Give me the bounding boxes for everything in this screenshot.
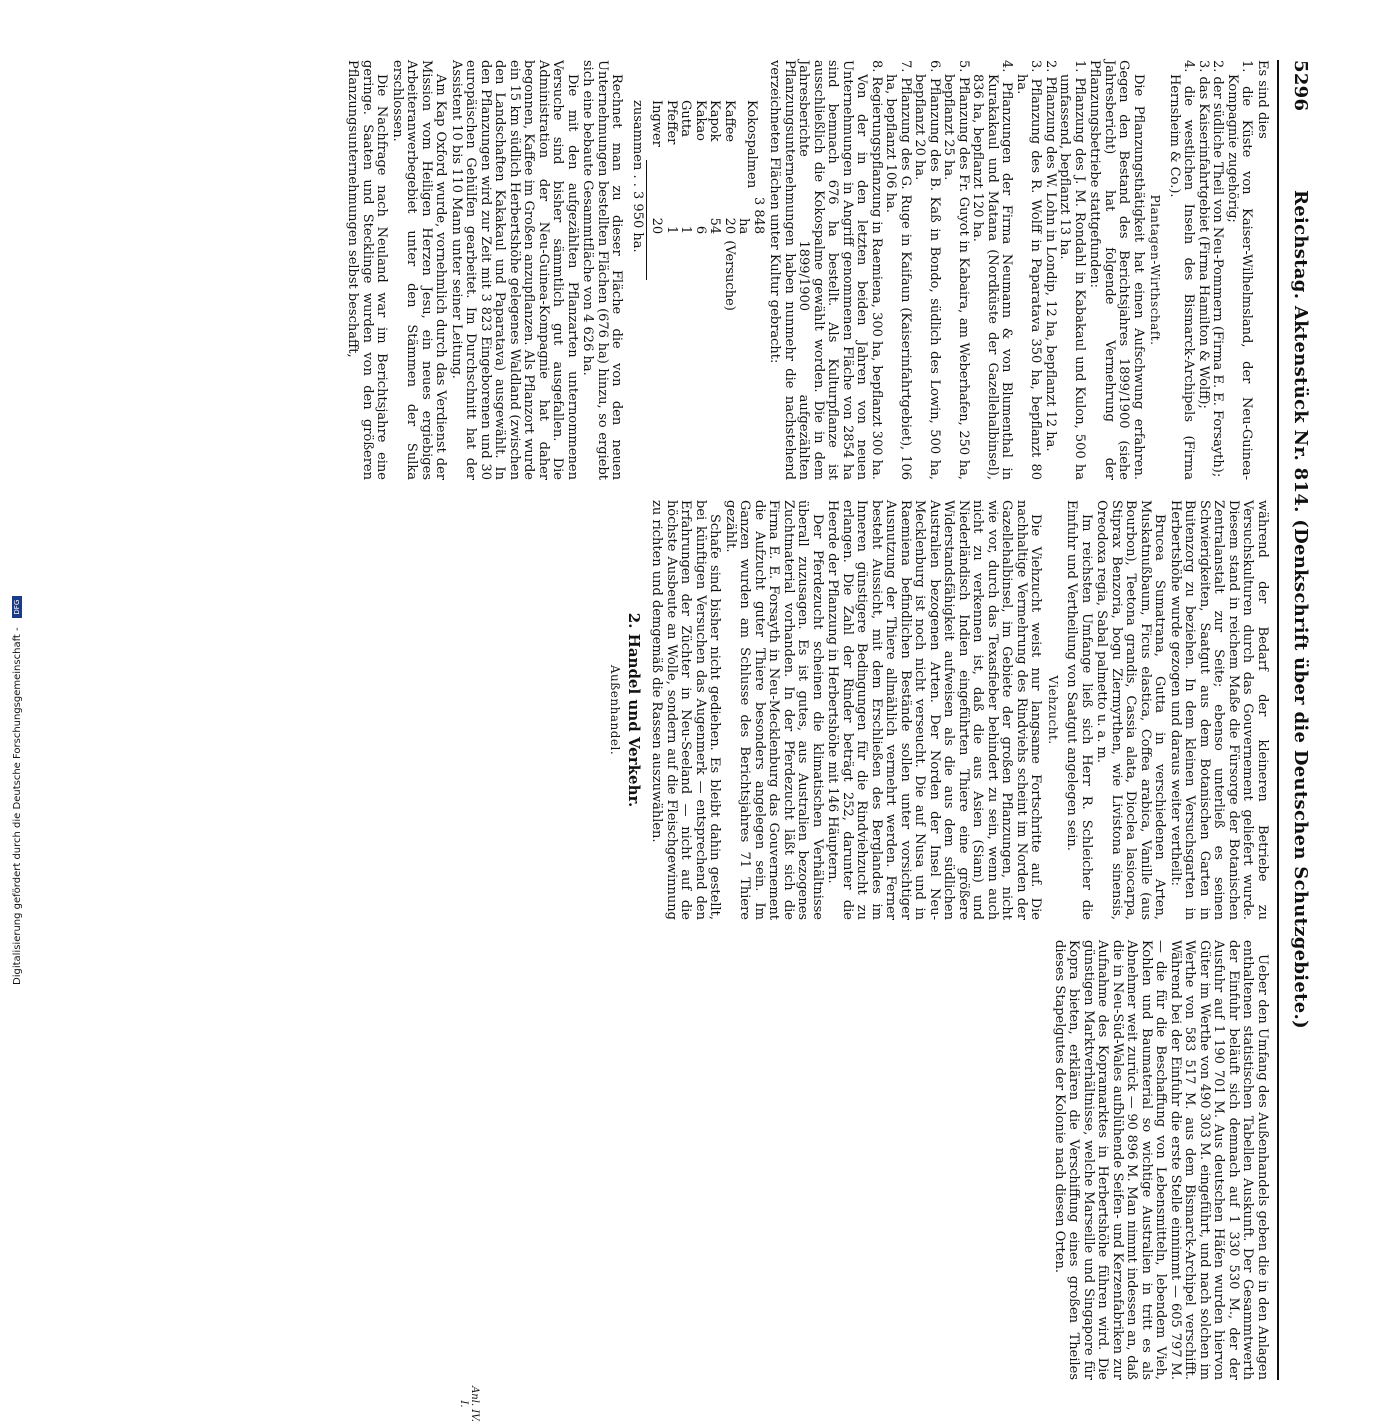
list-item: 2. Pflanzung des W. Lohn in Londip, 12 ha, bepflanzt 12 ha. <box>1043 60 1058 452</box>
crop-sum: zusammen . . 3 950 ha. <box>630 100 645 253</box>
paragraph: Die mit den aufgezählten Pflanzarten unternommenen Versuche sind bisher sämmtlich gut ausgefallen. Die Administration der Neu-Guinea-Kompagnie hat daher begonnen, Kaffee im Großen anzupflanzen. Als Pflanzort wurde ein 15 km südlich Herbertshöhe gelegenes Waldland (zwischen den Landschaften Kakakaul und Paparatava) ausgewählt. In den Pflanzungen wird zur Zeit mit 3 823 Eingeborenen und 30 europäischen Gehülfen gearbeitet. Im Durchschnitt hat der Assistent 10 bis 110 Mann unter seiner Leitung. <box>449 60 580 480</box>
crop-note <box>678 240 693 317</box>
crop-note: (Versuche) <box>722 240 737 311</box>
dfg-logo: DFG <box>12 596 22 618</box>
crop-note <box>707 240 722 317</box>
paragraph: Rechnet man zu dieser Fläche die von den neuen Unternehmungen bestellten Flächen (676 ha) hinzu, so ergiebt sich eine bebaute Gesammtfläche von 4 626 ha. <box>580 60 625 480</box>
crop-note <box>649 240 664 317</box>
list-item: 1. Pflanzung des J. M. Rondahl in Kabakaul und Kulon, 500 ha umfassend, bepflanzt 13 ha. <box>1057 60 1087 480</box>
list-item: 2. der südliche Theil von Neu-Pommern (Firma E. E. Forsayth); <box>1210 60 1226 478</box>
list-item: 4. Pflanzungen der Firma Neumann & von Blumenthal in Kurakakaul und Matana (Nordküste der Gazellehalbinsel), 836 ha, bepflanzt 120 ha. <box>970 60 1015 480</box>
table-row <box>649 100 664 317</box>
list-item: 3. Pflanzung des R. Wolff in Paparatava 350 ha, bepflanzt 80 ha. <box>1014 60 1044 480</box>
header-rule <box>1277 60 1279 1380</box>
crop-value: 1 <box>664 225 679 235</box>
column-1 <box>344 60 1269 480</box>
rotated-page <box>0 60 1315 1422</box>
table-row <box>736 100 765 317</box>
margin-note: Anl. IV. I. <box>458 1386 480 1422</box>
list-item: 8. Regierungspflanzung in Raemiena, 300 ha, bepflanzt 300 ha. <box>869 60 884 480</box>
crop-note <box>693 240 708 317</box>
plantation-list <box>869 60 1087 480</box>
crop-name: Pfeffer <box>664 100 679 145</box>
paragraph: Im reichsten Umfange ließ sich Herr R. Schleicher die Einfuhr und Vertheilung von Saatgut angelegen sein. <box>1064 500 1094 920</box>
section-heading: Plantagen-Wirthschaft. <box>1148 194 1163 346</box>
page-title: Reichstag. Aktenstück Nr. 814. (Denkschrift über die Deutschen Schutzgebiete.) <box>1290 190 1311 1029</box>
intro-text: Es sind dies <box>1255 60 1270 139</box>
crop-value: 3 848 ha <box>736 196 766 235</box>
table-row <box>664 100 679 317</box>
column-3 <box>1051 940 1270 1380</box>
crop-table <box>649 100 765 317</box>
sum-rule <box>646 160 647 280</box>
paragraph: Der Pferdezucht scheinen die klimatischen Verhältnisse überall zuzusagen. Es ist gutes, aus Australien bezogenes Zuchtmaterial vorhanden. In der Pferdezucht läßt sich die Firma E. E. Forsayth in Neu-Mecklenburg das Gouvernement die Aufzucht guter Thiere besonders angelegen sein. Im Ganzen wurden am Schlusse des Berichtsjahres 71 Thiere gezählt. <box>723 500 825 920</box>
paragraph: Die Nachfrage nach Neuland war im Berichtsjahre eine geringe. Saaten und Stecklinge wurden von den größeren Pflanzungsunternehmungen selbst beschafft, <box>345 60 390 480</box>
list-item: 4. die westlichen Inseln des Bismarck-Archipels (Firma Hernsheim & Co.). <box>1167 60 1197 480</box>
paragraph: Die Viehzucht weist nur langsame Fortschritte auf. Die nachhaltige Vermehrung des Rindviehs scheint im Norden der Gazellehalbinsel, im Gebiete der großen Pflanzungen, nicht wie vor, durch das Texasfieber behindert zu sein, wenn auch nicht zu verkennen ist, daß die aus Asien (Siam) und Niederländisch Indien eingeführten Thiere eine größere Widerstandsfähigkeit aufweisen als die aus dem südlichen Australien bezogenen Arten. Der Norden der Insel Neu-Mecklenburg ist noch nicht verseucht. Die auf Nusa und in Raemiena befindlichen Bestände sollen unter vorsichtiger Ausnutzung der Thiere allmählich vermehrt werden. Ferner besteht Aussicht, mit dem Erschließen des Berglandes im Inneren günstigere Bedingungen für die Rindviehzucht zu erlangen. Die Zahl der Rinder beträgt 252, darunter die Heerde der Pflanzung in Herbertshöhe mit 146 Häuptern. <box>825 500 1044 920</box>
digitization-footer <box>12 25 24 985</box>
list-item: 6. Pflanzung des B. Kaß in Bondo, südlich des Lowin, 500 ha, bepflanzt 20 ha. <box>912 60 942 480</box>
table-row <box>722 100 737 317</box>
crop-name: Gutta <box>678 100 694 137</box>
crop-value: 20 <box>649 217 665 235</box>
crop-name: Kapok <box>707 100 723 142</box>
crop-name: Ingwer <box>649 100 665 147</box>
footer-text: Digitalisierung gefördert durch die Deutsche Forschungsgemeinschaft - <box>12 627 23 985</box>
section-heading: 2. Handel und Verkehr. <box>625 612 643 808</box>
page-header <box>1283 60 1311 1380</box>
crop-value: 54 <box>707 217 723 235</box>
crop-name: Kakao <box>693 100 708 141</box>
paragraph: Schafe sind bisher nicht gediehen. Es bleibt dahin gestellt, bei künftigen Versuchen das Augenmerk — entsprechend den Erfahrungen der Züchter in Neu-Seeland — nicht auf die höchste Ausbeute an Wolle, sondern auf die Fleischgewinnung zu richten und demgemäß die Rassen auszuwählen. <box>649 500 723 920</box>
paragraph: Ueber den Umfang des Außenhandels geben die in den Anlagen enthaltenen statistischen Tabellen Auskunft. Der Gesammtwerth der Einfuhr beläuft sich demnach auf 1 330 530 M., der der Ausfuhr auf 1 190 701 M. Aus deutschen Häfen wurden hiervon Güter im Werthe von 490 303 M. eingeführt, und nach solchen im Werthe von 583 517 M. aus dem Bismarck-Archipel verschifft. Während bei der Einfuhr die erste Stelle einnimmt — 605 797 M. — die für die Beschaffung von Lebensmitteln, lebendem Vieh, Kohlen und Baumaterial so wichtige Australien in tritt es als Abnehmer weit zurück — 90 896 M. Man nimmt indessen an, daß die in Neu-Süd-Wales aufblühende Seifen- und Kerzenfabriken zur Aufnahme des Kopramarktes in Herbertshöhe führen wird. Die günstigen Marktverhältnisse, welche Marseille und Singapore für Kopra bieten, erklären die Verschiffung eines großen Theiles dieses Stapelgutes der Kolonie nach diesen Orten. <box>1052 940 1270 1380</box>
region-list <box>1167 60 1254 480</box>
paragraph: Die Pflanzungsthätigkeit hat einen Aufschwung erfahren. Gegen den Bestand des Berichtsjahres 1899/1900 (siehe Jahresbericht) hat folgende Vermehrung der Pflanzungsbetriebe stattgefunden: <box>1087 60 1146 480</box>
crop-name: Kokospalmen <box>743 100 759 189</box>
crop-value: 1 <box>678 225 694 235</box>
crop-value: 6 <box>693 225 708 235</box>
paragraph: während der Bedarf der kleineren Betriebe zu Versuchskulturen durch das Gouvernement geliefert wurde. Diesem stand in reichem Maße die Fürsorge der Botanischen Zentralanstalt zur Seite; ebenso unterließ es seinen Schwierigkeiten, Saatgut aus dem Botanischen Garten in Buitenzorg zu beziehen. In dem kleinen Versuchsgarten in Herbertshöhe wurde gezogen und daraus weiter vertheilt: <box>1168 500 1270 920</box>
paragraph: Von der in den letzten beiden Jahren von neuen Unternehmungen in Angriff genommenen Fläche von 2854 ha sind bemnach 676 ha bestellt. Als Kulturpflanze ist ausschließlich die Kokospalme gewählt worden. Die in dem Jahresberichte 1899/1900 aufgezählten Pflanzungsunternehmungen haben nunmehr die nachstehend verzeichneten Flächen unter Kultur gebracht: <box>767 60 870 480</box>
paragraph: Am Kap Oxford wurde, vornehmlich durch das Verdienst der Mission vom Heiligen Herzen Jesu, ein neues ergiebiges Arbeiteranwerbegebiet unter den Stämmen der Sulka erschlossen. <box>390 60 449 480</box>
section-heading: Außenhandel. <box>608 664 623 756</box>
table-row <box>693 100 708 317</box>
list-item: 1. die Küste von Kaiser-Wilhelmsland, der Neu-Guinea-Kompagnie zugehörig; <box>1225 60 1255 480</box>
crop-value: 20 <box>722 217 737 235</box>
table-row <box>707 100 722 317</box>
list-item: 7. Pflanzung des G. Ruge in Kaifaun (Kaiserinfahrtgebiet), 106 ha, bepflanzt 106 ha. <box>883 60 913 480</box>
section-heading: Viehzucht. <box>1046 675 1060 745</box>
crop-name: Kaffee <box>722 100 737 143</box>
crop-note <box>664 240 679 317</box>
page-number: 5296 <box>1290 60 1311 112</box>
column-2 <box>605 500 1269 920</box>
list-item: 5. Pflanzung des Fr. Guyot in Kabaira, am Weberhafen, 250 ha, bepflanzt 25 ha. <box>941 60 971 480</box>
list-item: 3. das Kaiserinfahrtgebiet (Firma Hamilton & Wolff); <box>1196 60 1211 409</box>
paragraph: Brucea Sumatrana, Gutta in verschiedenen Arten, Muskatnußbaum, Ficus elastica, Coffea arabica, Vanille (aus Bourbon), Teetona grandis, Cassia alata, Dioclea lasiocarpa, Stiprax Benzoria, bogu Ziermyrthen, wie Livistona sinensis, Oreodoxa regia, Sabal palmetto u. a. m. <box>1094 500 1168 920</box>
crop-note <box>736 240 765 317</box>
table-row <box>678 100 693 317</box>
